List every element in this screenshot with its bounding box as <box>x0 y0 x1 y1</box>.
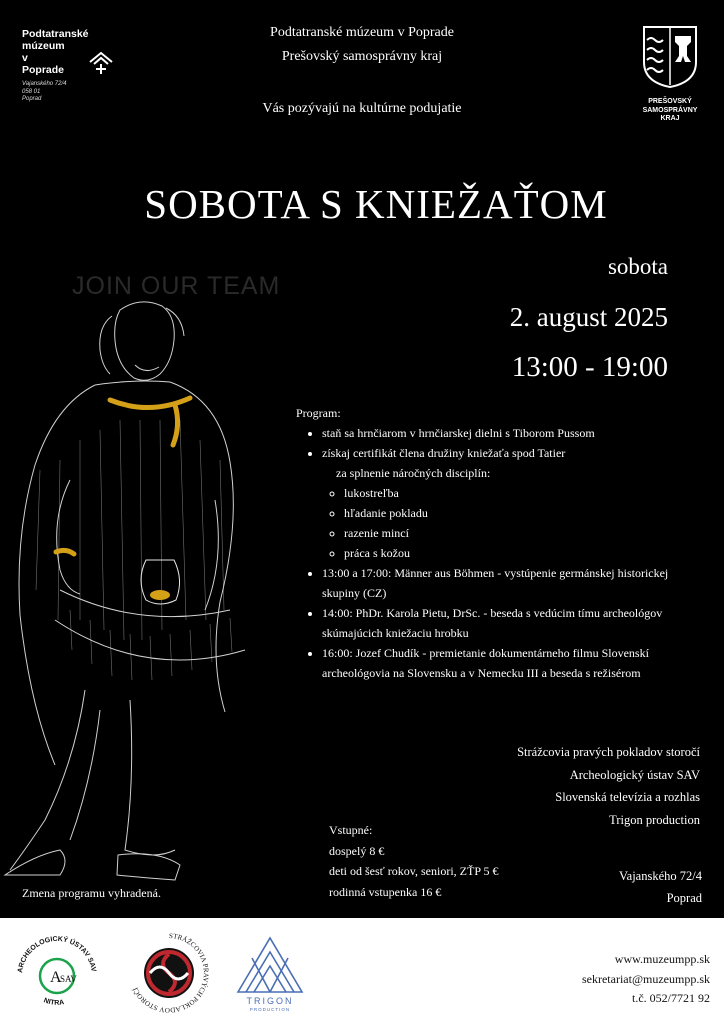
venue-address <box>619 865 702 909</box>
event-title: SOBOTA S KNIEŽAŤOM <box>144 181 608 227</box>
header-organizer-1: Podtatranské múzeum v Poprade <box>270 25 454 40</box>
partner-name: Trigon production <box>609 812 700 827</box>
program-heading: Program: <box>296 406 341 420</box>
trigon-sublabel: PRODUCTION <box>249 1007 291 1012</box>
coat-of-arms-label: PREŠOVSKÝ SAMOSPRÁVNY KRAJ <box>642 98 698 122</box>
address-street: Vajanského 72/4 <box>619 869 702 883</box>
discipline-item: ◦ razenie mincí <box>344 523 696 543</box>
admission-family: rodinná vstupenka 16 € <box>329 884 442 899</box>
program-item <box>322 443 696 563</box>
contact-info <box>582 950 710 1009</box>
program-item-text: získaj certifikát člena družiny kniežaťa spod Tatier <box>322 446 566 460</box>
header-invitation: Vás pozývajú na kultúrne podujatie <box>262 101 462 116</box>
archeologicky-ustav-logo <box>10 930 104 1014</box>
address-city: Poprad <box>666 891 702 905</box>
program-item: • 16:00: Jozef Chudík - premietanie dokumentárneho filmu Slovenskí archeológovia na Slovensku a v Nemecku III a beseda s režisérom <box>322 643 696 683</box>
trigon-logo <box>232 932 308 1012</box>
program-item: • 13:00 a 17:00: Männer aus Böhmen - vystúpenie germánskej historickej skupiny (CZ) <box>322 563 696 603</box>
partner-name: Slovenská televízia a rozhlas <box>555 790 700 804</box>
program-disclaimer: Zmena programu vyhradená. <box>22 886 161 900</box>
admission-heading: Vstupné: <box>329 823 373 837</box>
program-item: • 14:00: PhDr. Karola Pietu, DrSc. - beseda s vedúcim tímu archeológov skúmajúcich kniežaciu hrobku <box>322 603 696 643</box>
svg-text:NITRA: NITRA <box>42 997 65 1007</box>
strazcovia-logo <box>126 930 212 1016</box>
coat-of-arms-icon <box>641 24 699 90</box>
header-organizer-2: Prešovský samosprávny kraj <box>281 49 443 64</box>
program-section <box>296 403 696 683</box>
partners-list <box>517 741 700 831</box>
discipline-item: ◦ práca s kožou <box>344 543 696 563</box>
museum-logo-address: Vajanského 72/4 058 01 Poprad <box>22 81 67 102</box>
admission-section <box>329 820 499 902</box>
watermark-text: JOIN OUR TEAM <box>72 272 281 300</box>
svg-text:A: A <box>50 969 62 986</box>
svg-text:ARCHEOLOGICKÝ ÚSTAV SAV: ARCHEOLOGICKÝ ÚSTAV SAV <box>17 935 97 974</box>
event-day: sobota <box>607 254 668 279</box>
svg-text:SAV: SAV <box>60 974 77 984</box>
admission-reduced: deti od šesť rokov, seniori, ZŤP 5 € <box>329 864 499 878</box>
museum-logo-name: Podtatranské múzeum v Poprade <box>22 28 89 76</box>
partner-name: Strážcovia pravých pokladov storočí <box>517 745 700 759</box>
coat-of-arms <box>638 24 702 124</box>
svg-text:STRÁŽCOVIA PRAVÝCH POKLADOV ST: STRÁŽCOVIA PRAVÝCH POKLADOV STOROČÍ <box>131 931 211 1015</box>
event-time: 13:00 - 19:00 <box>511 351 668 383</box>
trigon-label: TRIGON <box>246 996 294 1006</box>
email-link[interactable]: sekretariat@muzeumpp.sk <box>581 971 710 986</box>
discipline-item: ◦ hľadanie pokladu <box>344 503 696 523</box>
discipline-item: ◦ lukostreľba <box>344 483 696 503</box>
discipline-list <box>322 483 696 563</box>
program-item-text: za splnenie náročných disciplín: <box>336 466 491 480</box>
website-link[interactable]: www.muzeumpp.sk <box>614 952 710 966</box>
program-list <box>296 423 696 683</box>
prince-illustration <box>0 290 300 890</box>
event-date: 2. august 2025 <box>509 302 668 332</box>
program-item: • staň sa hrnčiarom v hrnčiarskej dielni s Tiborom Pussom <box>322 423 696 443</box>
phone-number: t.č. 052/7721 92 <box>632 991 710 1005</box>
partner-name: Archeologický ústav SAV <box>569 767 700 782</box>
admission-adult: dospelý 8 € <box>329 843 385 858</box>
